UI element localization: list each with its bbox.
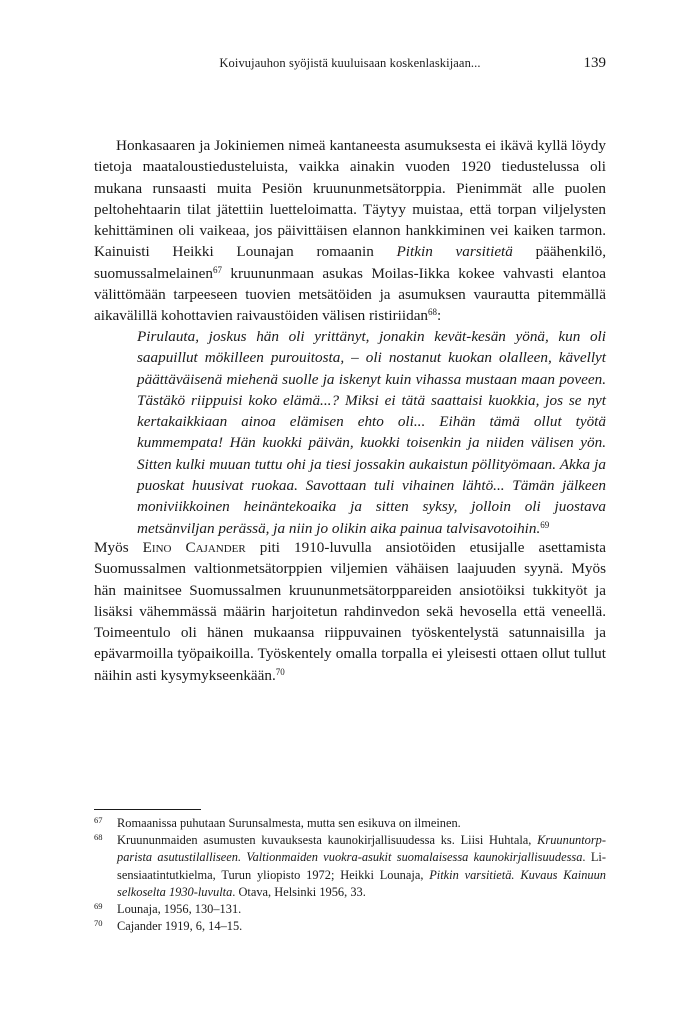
footnote-number: 68: [94, 832, 103, 843]
running-head: [94, 54, 606, 72]
paragraph-text: Myös: [94, 539, 143, 556]
paragraph-text: kruununmaan asukas Moilas-Iikka kokee vahvasti elantoa välittömään tarpeeseen tuovien metsätöiden ja asumuksen vaurautta pitemmällä aikavälillä kohottavien raivaustöiden välisen ristiriidan: [94, 264, 606, 325]
footnote-69: [94, 901, 606, 918]
footnote-ref-67[interactable]: 67: [212, 264, 222, 275]
running-title: Koivujauhon syöjistä kuuluisaan koskenlaskijaan...: [219, 56, 481, 70]
footnote-segment: Lounaja, 1956, 130–131.: [117, 902, 242, 917]
footnote-ref-69[interactable]: 69: [540, 519, 550, 530]
quote-text: Pirulauta, joskus hän oli yrittänyt, jonakin kevät-kesän yönä, kun oli saapuillut mökilleen purouitosta, – oli nostanut kuokan olalleen, kävellyt päättäväisenä miehenä suolle ja iskenyt kuin vihassa mustaan maan poveen. Tästäkö riippuisi koko elämä...? Miksi ei tätä saattaisi kuokkia, jos se nyt kertakaikkiaan ainoa elämisen ehto oli... Eihän tämä ollut työtä kummempata! Hän kuokki päivän, kuokki toisenkin ja niiden välisen yön. Sitten kulki muuan tuttu ohi ja tiesi jossakin aukaistun pöllityömaan. Akka ja puoskat huusivat ruokaa. Savottaan tuli vihainen lähtö... Tämän jälkeen moniviikkoinen heinäntekoaika ja sitten syksy, jolloin oli juostava metsänviljan perässä, ja niin jo olikin aika painua talvisavotoihin.: [137, 328, 606, 537]
footnote-67: [94, 815, 606, 832]
footnote-ref-70[interactable]: 70: [275, 666, 285, 677]
footnote-70: [94, 918, 606, 935]
footnote-text: [117, 901, 606, 918]
footnote-number: 67: [94, 815, 103, 825]
footnote-68: [94, 832, 606, 901]
paragraph-text: Honkasaaren ja Jokiniemen nimeä kantaneesta asumuksesta ei ikävä kyllä löydy tietoja maataloustiedusteluista, vaikka ainakin vuoden 1920 tiedustelussa oli mukana runsaasti muita Pesiön kruununmetsätorppia. Pienimmät alle puolen peltohehtaarin tilat jätettiin luetteloimatta. Täytyy muistaa, että torpan viljelysten kehittäminen oli vaikeaa, jos päivittäisen elannon hankkiminen vei kaiken tarmon. Kainuisti Heikki Lounajan romaanin: [94, 137, 606, 261]
footnote-title: Pitkin varsitietä. Kuvaus Kainuun selkoselta 1930-luvulta: [117, 867, 606, 899]
footnote-number: 69: [94, 901, 103, 912]
footnote-segment: Romaanissa puhutaan Surunsalmesta, mutta sen esikuva on ilmeinen.: [117, 816, 461, 830]
footnote-text: [117, 815, 606, 832]
paragraph-text: :: [437, 307, 442, 325]
footnote-segment: Kruununmaiden asumusten kuvauksesta kaunokirjallisuudessa ks. Liisi Huhtala,: [117, 833, 538, 848]
footnote-segment: Cajander 1919, 6, 14–15.: [117, 919, 243, 934]
footnote-text: [117, 918, 606, 935]
paragraph-text: piti 1910-luvulla ansiotöiden etusijalle asettamista Suomussalmen valtionmetsätorppien viljemien vähäisen laajuuden syynä. Myös hän mainitsee Suomussalmen kruununmetsätorppareiden ansiotöiksi tukkityöt ja lisäksi vähemmässä määrin harjoitetun rahdinvedon sekä hevosella että veneellä. Toimeentulo oli hänen mukaansa riippuvainen työskentelystä satunnaisilla ja epävarmoilla työpaikoilla. Työskentely omalla torpalla ei yleisesti ottaen ollut tullut näihin asti kysymykseenkään.: [94, 539, 606, 684]
paragraph-text: päähenkilö, suomussalmelainen: [94, 243, 607, 282]
author-name: Eino Cajander: [142, 539, 246, 556]
paragraph-cajander: [94, 537, 606, 686]
footnote-segment: . Otava, Helsinki 1956, 33.: [232, 884, 366, 899]
footnote-number: 70: [94, 918, 103, 929]
footnote-text: [117, 832, 606, 901]
footnotes: [94, 815, 606, 935]
paragraph-honkasaari: [94, 135, 606, 327]
footnote-title: Kruununtorpparista asutustilalliseen. Valtionmaiden vuokra-asukit suomalaisessa kaunokirjallisuudessa: [117, 833, 606, 865]
footnote-divider: [94, 809, 201, 810]
book-title: Pitkin varsitietä: [396, 243, 513, 261]
footnote-segment: . Lisensiaatintutkielma, Turun yliopisto 1972; Heikki Lounaja,: [117, 850, 606, 882]
footnote-ref-68[interactable]: 68: [428, 307, 438, 318]
block-quote: [137, 326, 606, 539]
page-number: 139: [583, 55, 606, 71]
